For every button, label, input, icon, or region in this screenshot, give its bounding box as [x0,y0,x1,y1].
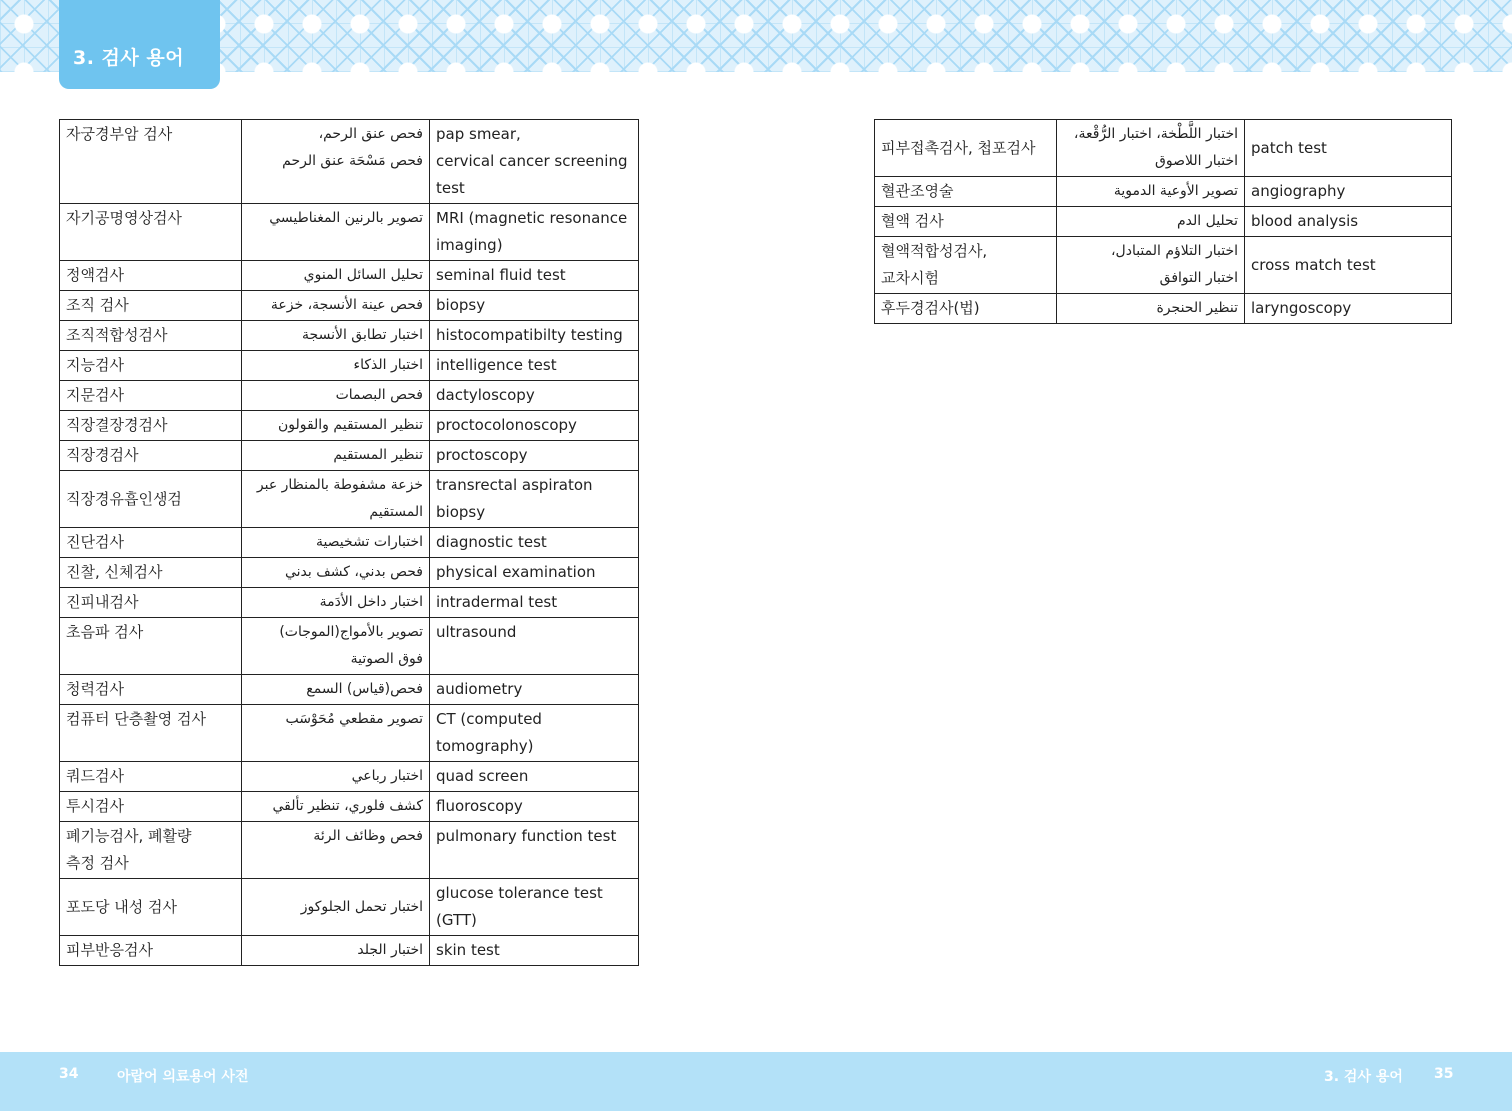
english-term-cell [430,411,639,441]
english-term-cell [430,381,639,411]
arabic-term-cell [242,936,430,966]
term-row [60,792,639,822]
term-text: cross match test [1251,255,1376,274]
term-text: 청력검사 [66,680,124,698]
korean-term-cell [60,411,242,441]
english-term-cell [430,120,639,204]
english-term-cell [430,618,639,675]
term-text: 진피내검사 [66,593,139,611]
term-row [60,936,639,966]
term-text: تصوير مقطعي مُحَوْسَب [285,711,423,727]
term-text: اختبار التوافق [1159,270,1238,286]
term-text: 지문검사 [66,386,124,404]
header-pattern-band [0,0,1512,72]
term-text: اختبار التلاؤم المتبادل، [1111,243,1238,259]
english-term-cell [430,351,639,381]
term-text: skin test [436,941,500,959]
term-row [60,351,639,381]
term-text: transrectal aspiraton [436,476,593,494]
arabic-term-cell [242,558,430,588]
term-text: biopsy [436,296,486,314]
english-term-cell [430,675,639,705]
term-text: اختبار رباعي [351,768,423,784]
arabic-term-cell [242,441,430,471]
english-term-cell [430,471,639,528]
term-text: 직장경유흡인생검 [66,489,182,508]
english-term-cell [430,441,639,471]
page-number-left: 34 [59,1066,79,1082]
term-row [60,879,639,936]
term-text: patch test [1251,138,1327,157]
term-text: 진찰, 신체검사 [66,563,163,581]
arabic-term-cell [242,879,430,936]
chapter-title: 3. 검사 용어 [73,47,185,69]
arabic-term-cell [242,822,430,879]
term-row [60,588,639,618]
arabic-term-cell [242,261,430,291]
term-text: كشف فلوري، تنظير تألقي [272,798,423,814]
korean-term-cell [60,381,242,411]
term-text: فحص عنق الرحم، [318,126,423,142]
term-text: intelligence test [436,356,557,374]
english-term-cell [430,291,639,321]
term-text: biopsy [436,503,486,521]
term-text: 측정 검사 [66,854,129,872]
korean-term-cell [60,291,242,321]
term-text: فحص مَسْحَة عنق الرحم [282,153,423,169]
korean-term-cell [60,351,242,381]
arabic-term-cell [242,381,430,411]
term-text: laryngoscopy [1251,299,1352,317]
term-text: imaging) [436,236,503,254]
arabic-term-cell [242,762,430,792]
term-text: فحص عينة الأنسجة، خزعة [270,297,423,313]
term-text: فحص البصمات [335,387,423,403]
term-text: تنظير الحنجرة [1156,300,1238,316]
term-text: 조직적합성검사 [66,326,168,344]
term-text: 지능검사 [66,356,124,374]
english-term-cell [1245,294,1452,324]
english-term-cell [430,588,639,618]
arabic-term-cell [1057,237,1245,294]
arabic-term-cell [242,705,430,762]
term-text: فحص بدني، كشف بدني [284,564,423,580]
korean-term-cell [875,237,1057,294]
term-text: تصوير بالرنين المغناطيسي [269,210,423,226]
korean-term-cell [875,177,1057,207]
term-text: فوق الصوتية [350,651,423,667]
term-row [875,120,1452,177]
term-text: اختبار الجلد [357,942,423,958]
arabic-term-cell [242,471,430,528]
term-text: فحص وظائف الرئة [313,828,423,844]
term-text: 교차시험 [881,269,939,287]
term-text: 피부접촉검사, 첩포검사 [881,138,1036,157]
term-text: المستقيم [369,504,423,520]
term-row [875,294,1452,324]
term-row [60,471,639,528]
term-text: 투시검사 [66,797,124,815]
arabic-term-cell [242,351,430,381]
term-text: blood analysis [1251,212,1359,230]
korean-term-cell [60,204,242,261]
arabic-term-cell [242,528,430,558]
term-text: pap smear, [436,125,521,143]
english-term-cell [430,558,639,588]
terms-table-right [874,119,1452,324]
english-term-cell [1245,237,1452,294]
arabic-term-cell [1057,120,1245,177]
term-row [60,441,639,471]
term-text: audiometry [436,680,523,698]
korean-term-cell [60,822,242,879]
arabic-term-cell [242,291,430,321]
term-text: CT (computed [436,710,542,728]
arabic-term-cell [1057,207,1245,237]
term-text: 초음파 검사 [66,623,144,641]
term-text: اختبار الذكاء [353,357,423,373]
term-text: تحليل السائل المنوي [303,267,423,283]
term-text: 컴퓨터 단층촬영 검사 [66,710,206,728]
korean-term-cell [60,558,242,588]
term-row [60,261,639,291]
term-row [875,177,1452,207]
term-text: 혈관조영술 [881,182,954,200]
term-text: MRI (magnetic resonance [436,209,628,227]
english-term-cell [430,705,639,762]
term-text: 폐기능검사, 폐활량 [66,827,192,845]
english-term-cell [430,204,639,261]
english-term-cell [430,822,639,879]
korean-term-cell [60,792,242,822]
term-text: 혈액적합성검사, [881,242,988,260]
term-text: اختبار اللَّطْخة، اختبار الرُّقْعة، [1073,126,1238,142]
english-term-cell [430,528,639,558]
term-text: تنظير المستقيم [333,447,423,463]
korean-term-cell [875,294,1057,324]
term-row [60,558,639,588]
term-text: cervical cancer screening [436,152,628,170]
term-text: proctocolonoscopy [436,416,577,434]
term-text: 피부반응검사 [66,941,153,959]
arabic-term-cell [242,204,430,261]
term-text: تصوير الأوعية الدموية [1113,183,1238,199]
korean-term-cell [60,618,242,675]
term-text: ultrasound [436,623,517,641]
term-text: اختبار داخل الأدَمة [319,594,423,610]
term-row [875,207,1452,237]
korean-term-cell [60,762,242,792]
term-text: angiography [1251,182,1346,200]
korean-term-cell [60,588,242,618]
term-text: physical examination [436,563,596,581]
term-text: 정액검사 [66,266,124,284]
term-row [60,618,639,675]
term-row [875,237,1452,294]
arabic-term-cell [242,120,430,204]
english-term-cell [1245,177,1452,207]
korean-term-cell [60,120,242,204]
term-text: 직장결장경검사 [66,416,168,434]
chapter-footer-title: 3. 검사 용어 [1324,1069,1403,1085]
english-term-cell [430,792,639,822]
term-text: 직장경검사 [66,446,139,464]
korean-term-cell [875,120,1057,177]
term-text: 진단검사 [66,533,124,551]
term-text: 후두경검사(법) [881,299,980,317]
chapter-tab [59,0,220,89]
term-row [60,411,639,441]
english-term-cell [430,762,639,792]
term-text: fluoroscopy [436,797,523,815]
arabic-term-cell [242,792,430,822]
english-term-cell [1245,207,1452,237]
korean-term-cell [60,441,242,471]
term-text: 자기공명영상검사 [66,209,182,227]
term-row [60,705,639,762]
term-text: quad screen [436,767,529,785]
term-text: seminal fluid test [436,266,566,284]
term-text: تحليل الدم [1176,213,1238,229]
term-text: glucose tolerance test [436,884,603,902]
korean-term-cell [60,936,242,966]
term-row [60,762,639,792]
english-term-cell [430,879,639,936]
term-text: (GTT) [436,911,477,929]
korean-term-cell [60,705,242,762]
term-text: اختبار اللاصوق [1155,153,1238,169]
book-title: 아랍어 의료용어 사전 [117,1069,249,1085]
arabic-term-cell [242,411,430,441]
arabic-term-cell [242,588,430,618]
term-row [60,120,639,204]
term-text: تصوير بالأمواج(الموجات) [279,624,423,640]
term-row [60,528,639,558]
korean-term-cell [60,675,242,705]
korean-term-cell [60,879,242,936]
term-text: 포도당 내성 검사 [66,897,177,916]
term-text: dactyloscopy [436,386,535,404]
term-text: فحص(قياس) السمع [306,681,423,697]
term-text: 조직 검사 [66,296,129,314]
arabic-term-cell [1057,177,1245,207]
term-row [60,675,639,705]
arabic-term-cell [242,618,430,675]
term-text: diagnostic test [436,533,547,551]
english-term-cell [1245,120,1452,177]
term-text: اختبارات تشخيصية [315,534,423,550]
term-text: test [436,179,465,197]
korean-term-cell [60,261,242,291]
arabic-term-cell [1057,294,1245,324]
term-text: pulmonary function test [436,827,617,845]
term-text: خزعة مشفوطة بالمنظار عبر [256,477,423,493]
english-term-cell [430,261,639,291]
page-number-right: 35 [1434,1066,1454,1082]
term-row [60,321,639,351]
arabic-term-cell [242,321,430,351]
term-row [60,822,639,879]
term-text: proctoscopy [436,446,528,464]
term-text: 혈액 검사 [881,212,944,230]
korean-term-cell [60,528,242,558]
term-text: اختبار تحمل الجلوكوز [300,898,423,915]
term-text: intradermal test [436,593,558,611]
term-row [60,381,639,411]
terms-table-left [59,119,639,966]
english-term-cell [430,321,639,351]
term-row [60,204,639,261]
english-term-cell [430,936,639,966]
term-text: tomography) [436,737,534,755]
term-text: اختبار تطابق الأنسجة [302,327,423,343]
term-text: 자궁경부암 검사 [66,125,173,143]
arabic-term-cell [242,675,430,705]
term-text: 쿼드검사 [66,767,124,785]
korean-term-cell [875,207,1057,237]
footer-band [0,1052,1512,1111]
term-text: تنظير المستقيم والقولون [277,417,423,433]
korean-term-cell [60,471,242,528]
term-row [60,291,639,321]
term-text: histocompatibilty testing [436,326,623,344]
korean-term-cell [60,321,242,351]
